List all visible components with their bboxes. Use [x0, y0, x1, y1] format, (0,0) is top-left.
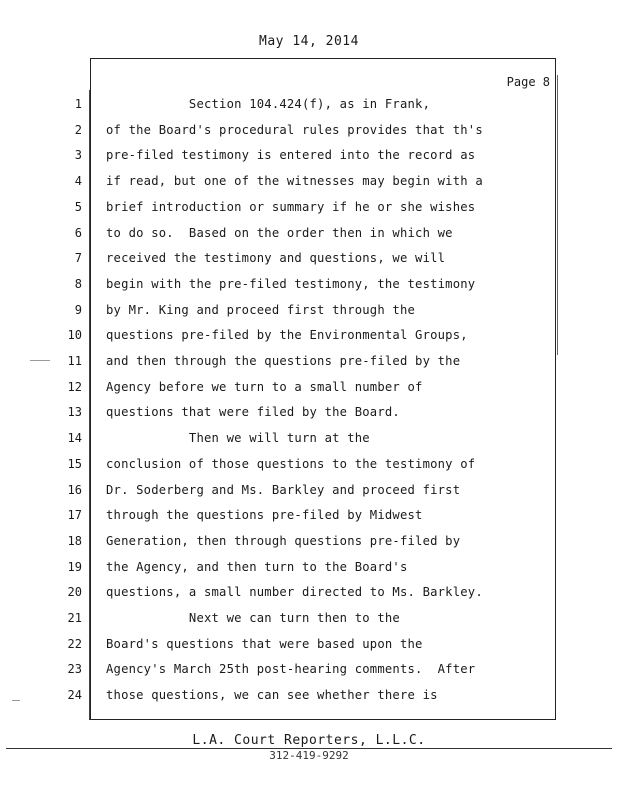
line-number: 16 — [67, 483, 82, 497]
line-number: 4 — [74, 174, 82, 188]
page-number: Page 8 — [506, 75, 550, 89]
transcript-line: those questions, we can see whether there is — [106, 688, 438, 702]
transcript-line: received the testimony and questions, we will — [106, 251, 446, 265]
line-number: 20 — [67, 585, 82, 599]
transcript-line: Dr. Soderberg and Ms. Barkley and proceed first — [106, 483, 461, 497]
transcript-line: conclusion of those questions to the testimony of — [106, 457, 476, 471]
line-number-margin-rule — [89, 90, 90, 720]
transcript-line: Then we will turn at the — [106, 431, 370, 445]
line-number: 3 — [74, 148, 82, 162]
transcript-line: Next we can turn then to the — [106, 611, 400, 625]
line-number: 9 — [74, 303, 82, 317]
line-number: 2 — [74, 123, 82, 137]
line-number: 15 — [67, 457, 82, 471]
line-number: 6 — [74, 226, 82, 240]
transcript-line: Agency before we turn to a small number of — [106, 380, 423, 394]
transcript-line: through the questions pre-filed by Midwest — [106, 508, 423, 522]
transcript-line: begin with the pre-filed testimony, the testimony — [106, 277, 476, 291]
transcript-line: and then through the questions pre-filed by the — [106, 354, 461, 368]
right-margin-rule — [557, 75, 558, 355]
transcript-line: Section 104.424(f), as in Frank, — [106, 97, 431, 111]
transcript-line: the Agency, and then turn to the Board's — [106, 560, 408, 574]
line-number: 24 — [67, 688, 82, 702]
line-number: 14 — [67, 431, 82, 445]
line-number: 22 — [67, 637, 82, 651]
line-number: 7 — [74, 251, 82, 265]
transcript-line: questions, a small number directed to Ms. Barkley. — [106, 585, 483, 599]
line-number: 12 — [67, 380, 82, 394]
line-number: 1 — [74, 97, 82, 111]
transcript-line: by Mr. King and proceed first through the — [106, 303, 416, 317]
transcript-line: Board's questions that were based upon the — [106, 637, 423, 651]
transcript-line: pre-filed testimony is entered into the record as — [106, 148, 476, 162]
scan-artifact — [30, 360, 50, 361]
line-number: 8 — [74, 277, 82, 291]
header-date: May 14, 2014 — [259, 34, 359, 49]
transcript-line: Generation, then through questions pre-filed by — [106, 534, 461, 548]
line-number: 10 — [67, 328, 82, 342]
line-number: 21 — [67, 611, 82, 625]
line-number: 13 — [67, 405, 82, 419]
line-number: 5 — [74, 200, 82, 214]
footer-company: L.A. Court Reporters, L.L.C. — [192, 733, 426, 748]
transcript-line: to do so. Based on the order then in which we — [106, 226, 453, 240]
footer-phone: 312-419-9292 — [269, 749, 349, 762]
line-number: 11 — [67, 354, 82, 368]
scan-artifact — [12, 700, 20, 701]
transcript-line: brief introduction or summary if he or she wishes — [106, 200, 476, 214]
line-number: 18 — [67, 534, 82, 548]
transcript-line: questions pre-filed by the Environmental Groups, — [106, 328, 468, 342]
transcript-line: of the Board's procedural rules provides that th's — [106, 123, 483, 137]
transcript-line: questions that were filed by the Board. — [106, 405, 400, 419]
line-number: 23 — [67, 662, 82, 676]
transcript-line: Agency's March 25th post-hearing comments. After — [106, 662, 476, 676]
line-number: 17 — [67, 508, 82, 522]
line-number: 19 — [67, 560, 82, 574]
transcript-line: if read, but one of the witnesses may begin with a — [106, 174, 483, 188]
